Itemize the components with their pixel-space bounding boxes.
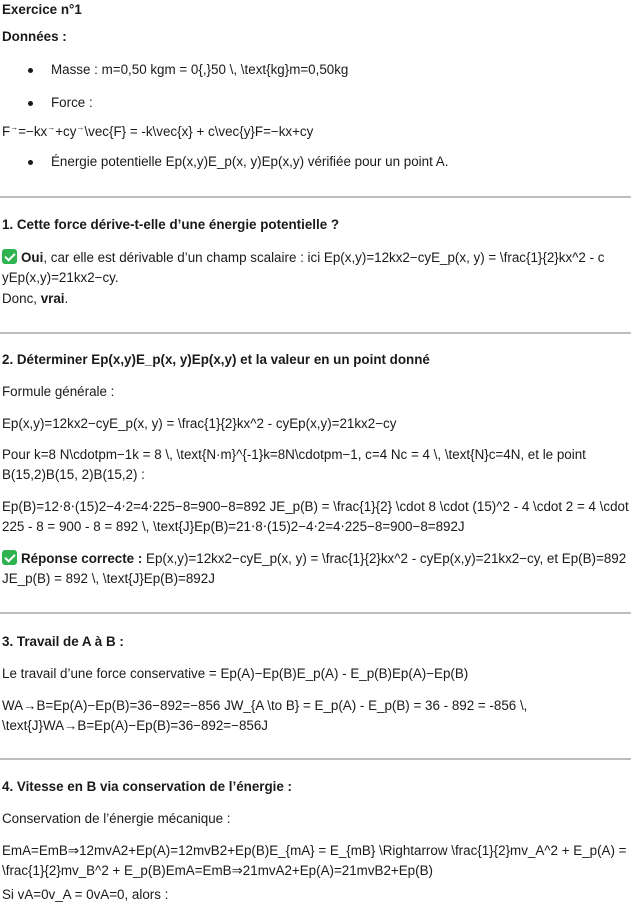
travail-calcul: WA→B=Ep(A)−Ep(B)=36−892=−856 JW_{A \to B} = E_p(A) - E_p(B) = 36 - 892 = -856 \, \text{J}WA→B=Ep(A)−Ep(B)=36−892=−856J bbox=[2, 698, 528, 733]
section1-conclusion: Donc, vrai. bbox=[2, 291, 69, 306]
calcul-ep-b: Ep(B)=12⋅8⋅(15)2−4⋅2=4⋅225−8=900−8=892 JE_p(B) = \frac{1}{2} \cdot 8 \cdot (15)^2 - 4 \cdot 2 = 4 \cdot 225 - 8 = 900 - 8 = 892 \, \text{J}Ep(B)=21⋅8⋅(15)2−4⋅2=4⋅225−8=900−8=892J bbox=[2, 499, 629, 534]
conservation-intro: Conservation de l’énergie mécanique : bbox=[2, 811, 231, 826]
exercise-title: Exercice n°1 bbox=[2, 2, 82, 17]
section1-heading: 1. Cette force dérive-t-elle d’une énergie potentielle ? bbox=[2, 217, 340, 232]
parameters-text: Pour k=8 N\cdotpm−1k = 8 \, \text{N·m}^{-1}k=8N\cdotpm−1, c=4 Nc = 4 \, \text{N}c=4N, et le point B(15,2)B(15, 2)B(15,2) : bbox=[2, 447, 586, 482]
check-icon bbox=[2, 249, 17, 264]
formule-label: Formule générale : bbox=[2, 384, 115, 399]
divider bbox=[0, 612, 631, 614]
donnees-label: Données : bbox=[2, 29, 67, 44]
masse-text: Masse : m=0,50 kgm = 0{,}50 \, \text{kg}m=0,50kg bbox=[51, 62, 349, 77]
condition-va: Si vA=0v_A = 0vA=0, alors : bbox=[2, 887, 169, 902]
bullet-energie bbox=[28, 160, 33, 165]
section3-heading: 3. Travail de A à B : bbox=[2, 634, 124, 649]
formule-generale: Ep(x,y)=12kx2−cyE_p(x, y) = \frac{1}{2}kx^2 - cyEp(x,y)=21kx2−cy bbox=[2, 416, 397, 431]
divider bbox=[0, 196, 631, 198]
section1-answer: Oui, car elle est dérivable d’un champ scalaire : ici Ep(x,y)=12kx2−cyE_p(x, y) = \frac{1}{2}kx^2 - c yEp(x,y)=21kx2−cy. bbox=[2, 250, 605, 285]
section4-heading: 4. Vitesse en B via conservation de l’énergie : bbox=[2, 779, 293, 794]
divider bbox=[0, 332, 631, 334]
force-label: Force : bbox=[51, 95, 93, 110]
travail-intro: Le travail d’une force conservative = Ep(A)−Ep(B)E_p(A) - E_p(B)Ep(A)−Ep(B) bbox=[2, 666, 469, 681]
energie-text: Énergie potentielle Ep(x,y)E_p(x, y)Ep(x,y) vérifiée pour un point A. bbox=[51, 154, 449, 169]
divider bbox=[0, 758, 631, 760]
section2-heading: 2. Déterminer Ep(x,y)E_p(x, y)Ep(x,y) et la valeur en un point donné bbox=[2, 352, 430, 367]
conservation-equation: EmA=EmB⇒12mvA2+Ep(A)=12mvB2+Ep(B)E_{mA} = E_{mB} \Rightarrow \frac{1}{2}mv_A^2 + E_p(A) = \frac{1}{2}mv_B^2 + E_p(B)EmA=EmB⇒21mvA2+Ep(A)=21mvB2+Ep(B) bbox=[2, 843, 627, 878]
force-formula: F→=−kx→+cy→\vec{F} = -k\vec{x} + c\vec{y}F=−kx+cy bbox=[2, 123, 314, 139]
check-icon bbox=[2, 550, 17, 565]
bullet-masse bbox=[28, 68, 33, 73]
reponse-correcte: Réponse correcte : Ep(x,y)=12kx2−cyE_p(x, y) = \frac{1}{2}kx^2 - cyEp(x,y)=21kx2−cy, et Ep(B)=892 JE_p(B) = 892 \, \text{J}Ep(B)=892J bbox=[2, 551, 627, 586]
bullet-force bbox=[28, 101, 33, 106]
